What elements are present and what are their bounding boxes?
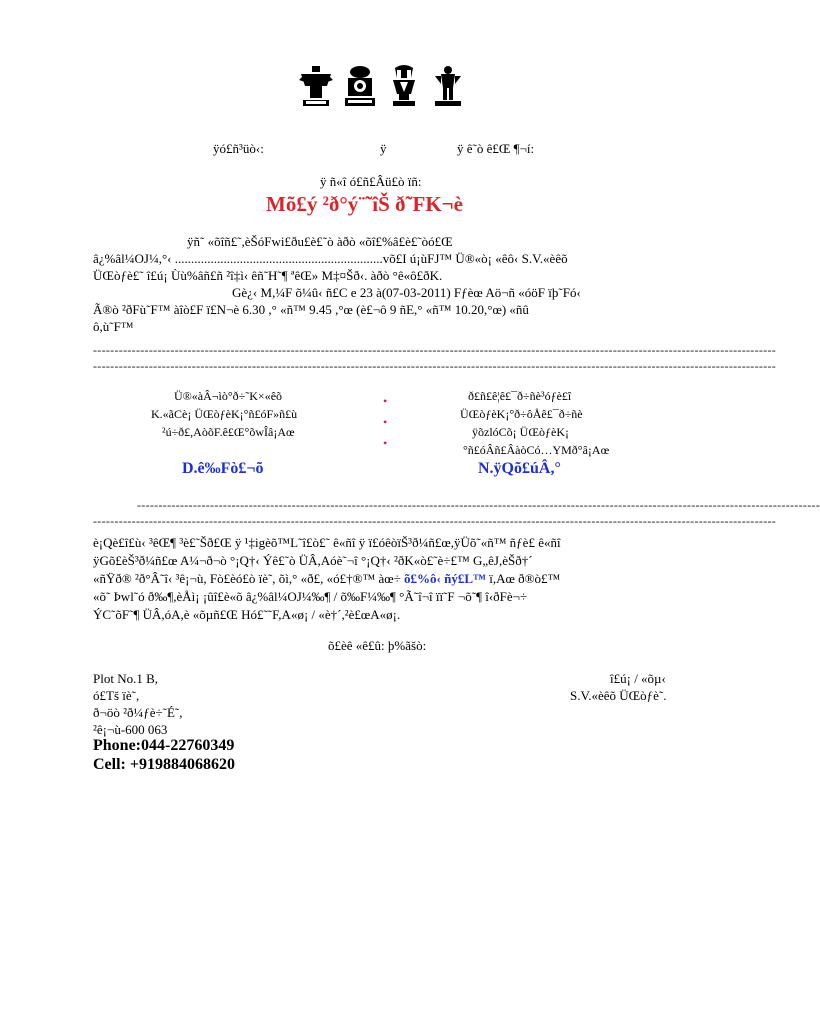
separator-dot-3: •: [383, 436, 388, 450]
intro-line-6: ô,ù˜F™: [93, 319, 134, 334]
groom-family-line-2: K.«ãCè¡ ÜŒòƒèK¡°ñ£óF»ñ£ù: [151, 407, 298, 421]
closing-line-3: [93, 571, 560, 587]
bride-family-line-1: ð£ñ£ê¦ê£¯ð÷ñè³óƒè£î: [468, 389, 572, 403]
separator-line-continued: ---------------------------------------------------------------------------------------------------------------------------------------------------------------: [93, 359, 777, 373]
separator-dot-1: •: [383, 394, 388, 408]
figure-crest-icon: [429, 64, 467, 108]
temple-crest-icon: [341, 64, 379, 108]
separator-line-2-continued: ---------------------------------------------------------------------------------------------------------------------------------------------------------------: [93, 514, 777, 528]
intro-line-2: â¿%âl¼OJ¼,°‹ ................................................................võ£I ú¡ùFJ™ Ü®«ò¡ «êô‹ S.V.«èêõ: [93, 251, 568, 266]
emblem-row: [297, 64, 469, 108]
bride-family-line-3: ÿõzlóCõ¡ ÜŒòƒèK¡: [472, 425, 569, 439]
intro-line-5: Ã®ò ²ðFù˜F™ àîò£F ï£N¬è 6.30 ,° «ñ™ 9.45 ,°œ (è£¬ô 9 ñE,° «ñ™ 10.20,°œ) «ñû: [93, 302, 529, 317]
bride-name: N.ÿQõ£úÂ,°: [478, 460, 561, 477]
address-line-3: ð¬öò ²ð¼ƒè÷˜É˜,: [93, 705, 183, 720]
closing-greeting: õ£èê «ê£û: þ%ãšò:: [328, 638, 427, 653]
lamp-crest-icon: [385, 64, 423, 108]
closing-line-4: «õ˜ Þwl˜ó ð‰¶,èÅì¡ ¡ûî£è«õ â¿%âl¼OJ¼‰¶ / õ‰F¼‰¶ °Ã˜î¬î ïï˜F ¬õ˜¶ î‹ðFè¬÷: [93, 589, 528, 604]
bride-family-line-2: ÜŒòƒèK¡°ð÷ôÅê£¯ð÷ñè: [460, 407, 583, 421]
groom-name: D.ê‰Fò£¬õ: [182, 460, 264, 477]
address-line-4: ²ê¡¬ù-600 063: [93, 722, 168, 737]
address-line-1: Plot No.1 B,: [93, 671, 159, 686]
closing-line-3-tail: ï,Aœ ð®ò£™: [489, 571, 561, 586]
cell-number: Cell: +919884068620: [93, 756, 235, 773]
separator-dot-2: •: [383, 415, 388, 429]
intro-line-3: ÜŒòƒè£˜ î£ú¡ Ùù%âñ£ñ ²î‡ì‹ êñ˜H˜¶ ªêŒ» M‡¤Šð‹. àðò °ê«ô£ðK.: [93, 268, 443, 283]
separator-line-2: ---------------------------------------------------------------------------------------------------------------------------------------------------------------: [137, 498, 820, 512]
header-subline: ÿ ñ«î ó£ñ£Âü£ò ïñ:: [320, 174, 422, 189]
groom-family-line-1: Ü®«àÂ¬ìò°ð÷˜K×«êõ: [174, 389, 283, 403]
closing-line-1: è¡Qè£î£ù‹ ³êŒ¶ ³è£˜Šð£Œ ÿ ¹‡igèõ™L˜î£ò£˜ ê«ñî ÿ ï£óêòïŠ³ð¼ñ£œ,ÿÜõ˜«ñ™ ñƒè£ ê«ñî: [93, 535, 561, 550]
closing-line-5: ÝC˜õF˜¶ ÜÂ,óA,è «õµñ£Œ Hó£˜˜F,A«ø¡ / «è†´,²è£œA«ø¡.: [93, 607, 401, 622]
venue-highlight: õ£%ô‹ ñý£L™: [404, 571, 487, 586]
signature-line-1: î£ú¡ / «õµ‹: [610, 671, 666, 686]
closing-line-3-text: «ñŸð® ²ð°Â˜î‹ ³ê¡¬ù, Fò£èó£ò ïè˜, õì,° «ð£, «ó£†®™ àœ÷: [93, 571, 401, 586]
bride-family-line-4: °ñ£óÂñ£ÂàòCó…YMð°â¡Aœ: [463, 443, 610, 457]
phone-number: Phone:044-22760349: [93, 737, 235, 754]
intro-line-1: ÿñ˜ «õîñ£˜,èŠóFwi£ðu£è£˜ò àðò «õî£%â£è£˜òó£Œ: [187, 234, 453, 249]
header-right-text: ÿ ê˜ò ê£Œ ¶¬í:: [457, 141, 535, 156]
address-line-2: ó£Tš ïè˜,: [93, 688, 140, 703]
invitation-title: Mõ£ý ²ð°ý¨˜îŠ ð˜FK¬è: [266, 192, 463, 216]
header-left-text: ÿó£ñ³üò‹:: [213, 141, 264, 156]
header-mid-text: ÿ: [380, 141, 387, 156]
crest-emblem-icon: [297, 64, 335, 108]
separator-line: ---------------------------------------------------------------------------------------------------------------------------------------------------------------: [93, 343, 777, 357]
intro-line-4: Gè¿‹ M,¼F õ¼û‹ ñ£C e 23 à(07-03-2011) Fƒèœ Aö¬ñ «óöF ïþ˜Fó‹: [232, 285, 581, 300]
closing-line-2: ÿGõ£èŠ³ð¼ñ£œ A¼¬ð¬ò °¡Q†‹ Ýê£˜ò ÜÂ,Aóè˜¬î °¡Q†‹ ²ðK«ò£˜è÷£™ G„êJ,èŠð†´: [93, 553, 533, 568]
signature-line-2: S.V.«èêõ ÜŒòƒè˜.: [570, 688, 667, 703]
groom-family-line-3: ²ú÷ð£,AòõF.ê£Œ°õwÎâ¡Aœ: [162, 425, 295, 439]
